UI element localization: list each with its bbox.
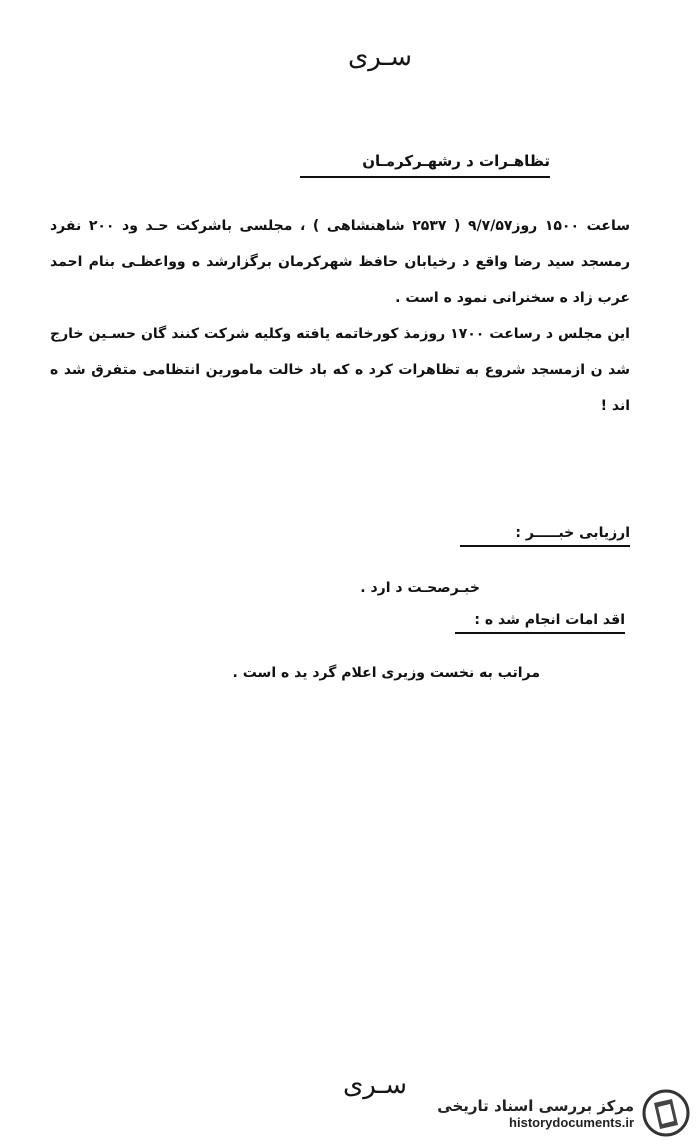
classification-stamp-top: سـرى: [347, 42, 413, 72]
paragraph-1: ساعت ۱۵۰۰ روز۹/۷/۵۷ ( ۲۵۳۷ شاهنشاهی ) ، مجلسی باشرکت حـد ود ۲۰۰ نفرد رمسجد سید رضا واقع د رخیابان حافظ شهرکرمان برگزارشد ه وواعظـی بنام احمد عرب زاد ه سخنرانی نمود ه است .: [50, 218, 630, 306]
document-archive-logo-icon: [642, 1089, 690, 1137]
archive-watermark: [418, 1088, 690, 1138]
evaluation-text: خبـرصحـت د ارد .: [360, 580, 480, 596]
document-title: تظاهـرات د رشهـرکرمـان: [300, 152, 550, 178]
evaluation-heading: ارزیابی خبـــــر :: [460, 525, 630, 547]
actions-text: مراتب به نخست وزیری اعلام گرد ید ه است .: [232, 665, 540, 681]
paragraph-2: این مجلس د رساعت ۱۷۰۰ روزمذ کورخاتمه یافته وکلیه شرکت کنند گان حسـین خارج شد ن ازمسجد شروع به تظاهرات کرد ه که باد خالت مامورین انتظامی متفرق شد ه اند !: [50, 326, 630, 414]
classification-stamp-bottom: سـرى: [342, 1070, 408, 1100]
document-body: [50, 208, 630, 424]
watermark-title: مرکز بررسی اسناد تاریخی: [437, 1096, 634, 1115]
actions-heading: اقد امات انجام شد ه :: [455, 612, 625, 634]
watermark-url: historydocuments.ir: [509, 1114, 634, 1130]
